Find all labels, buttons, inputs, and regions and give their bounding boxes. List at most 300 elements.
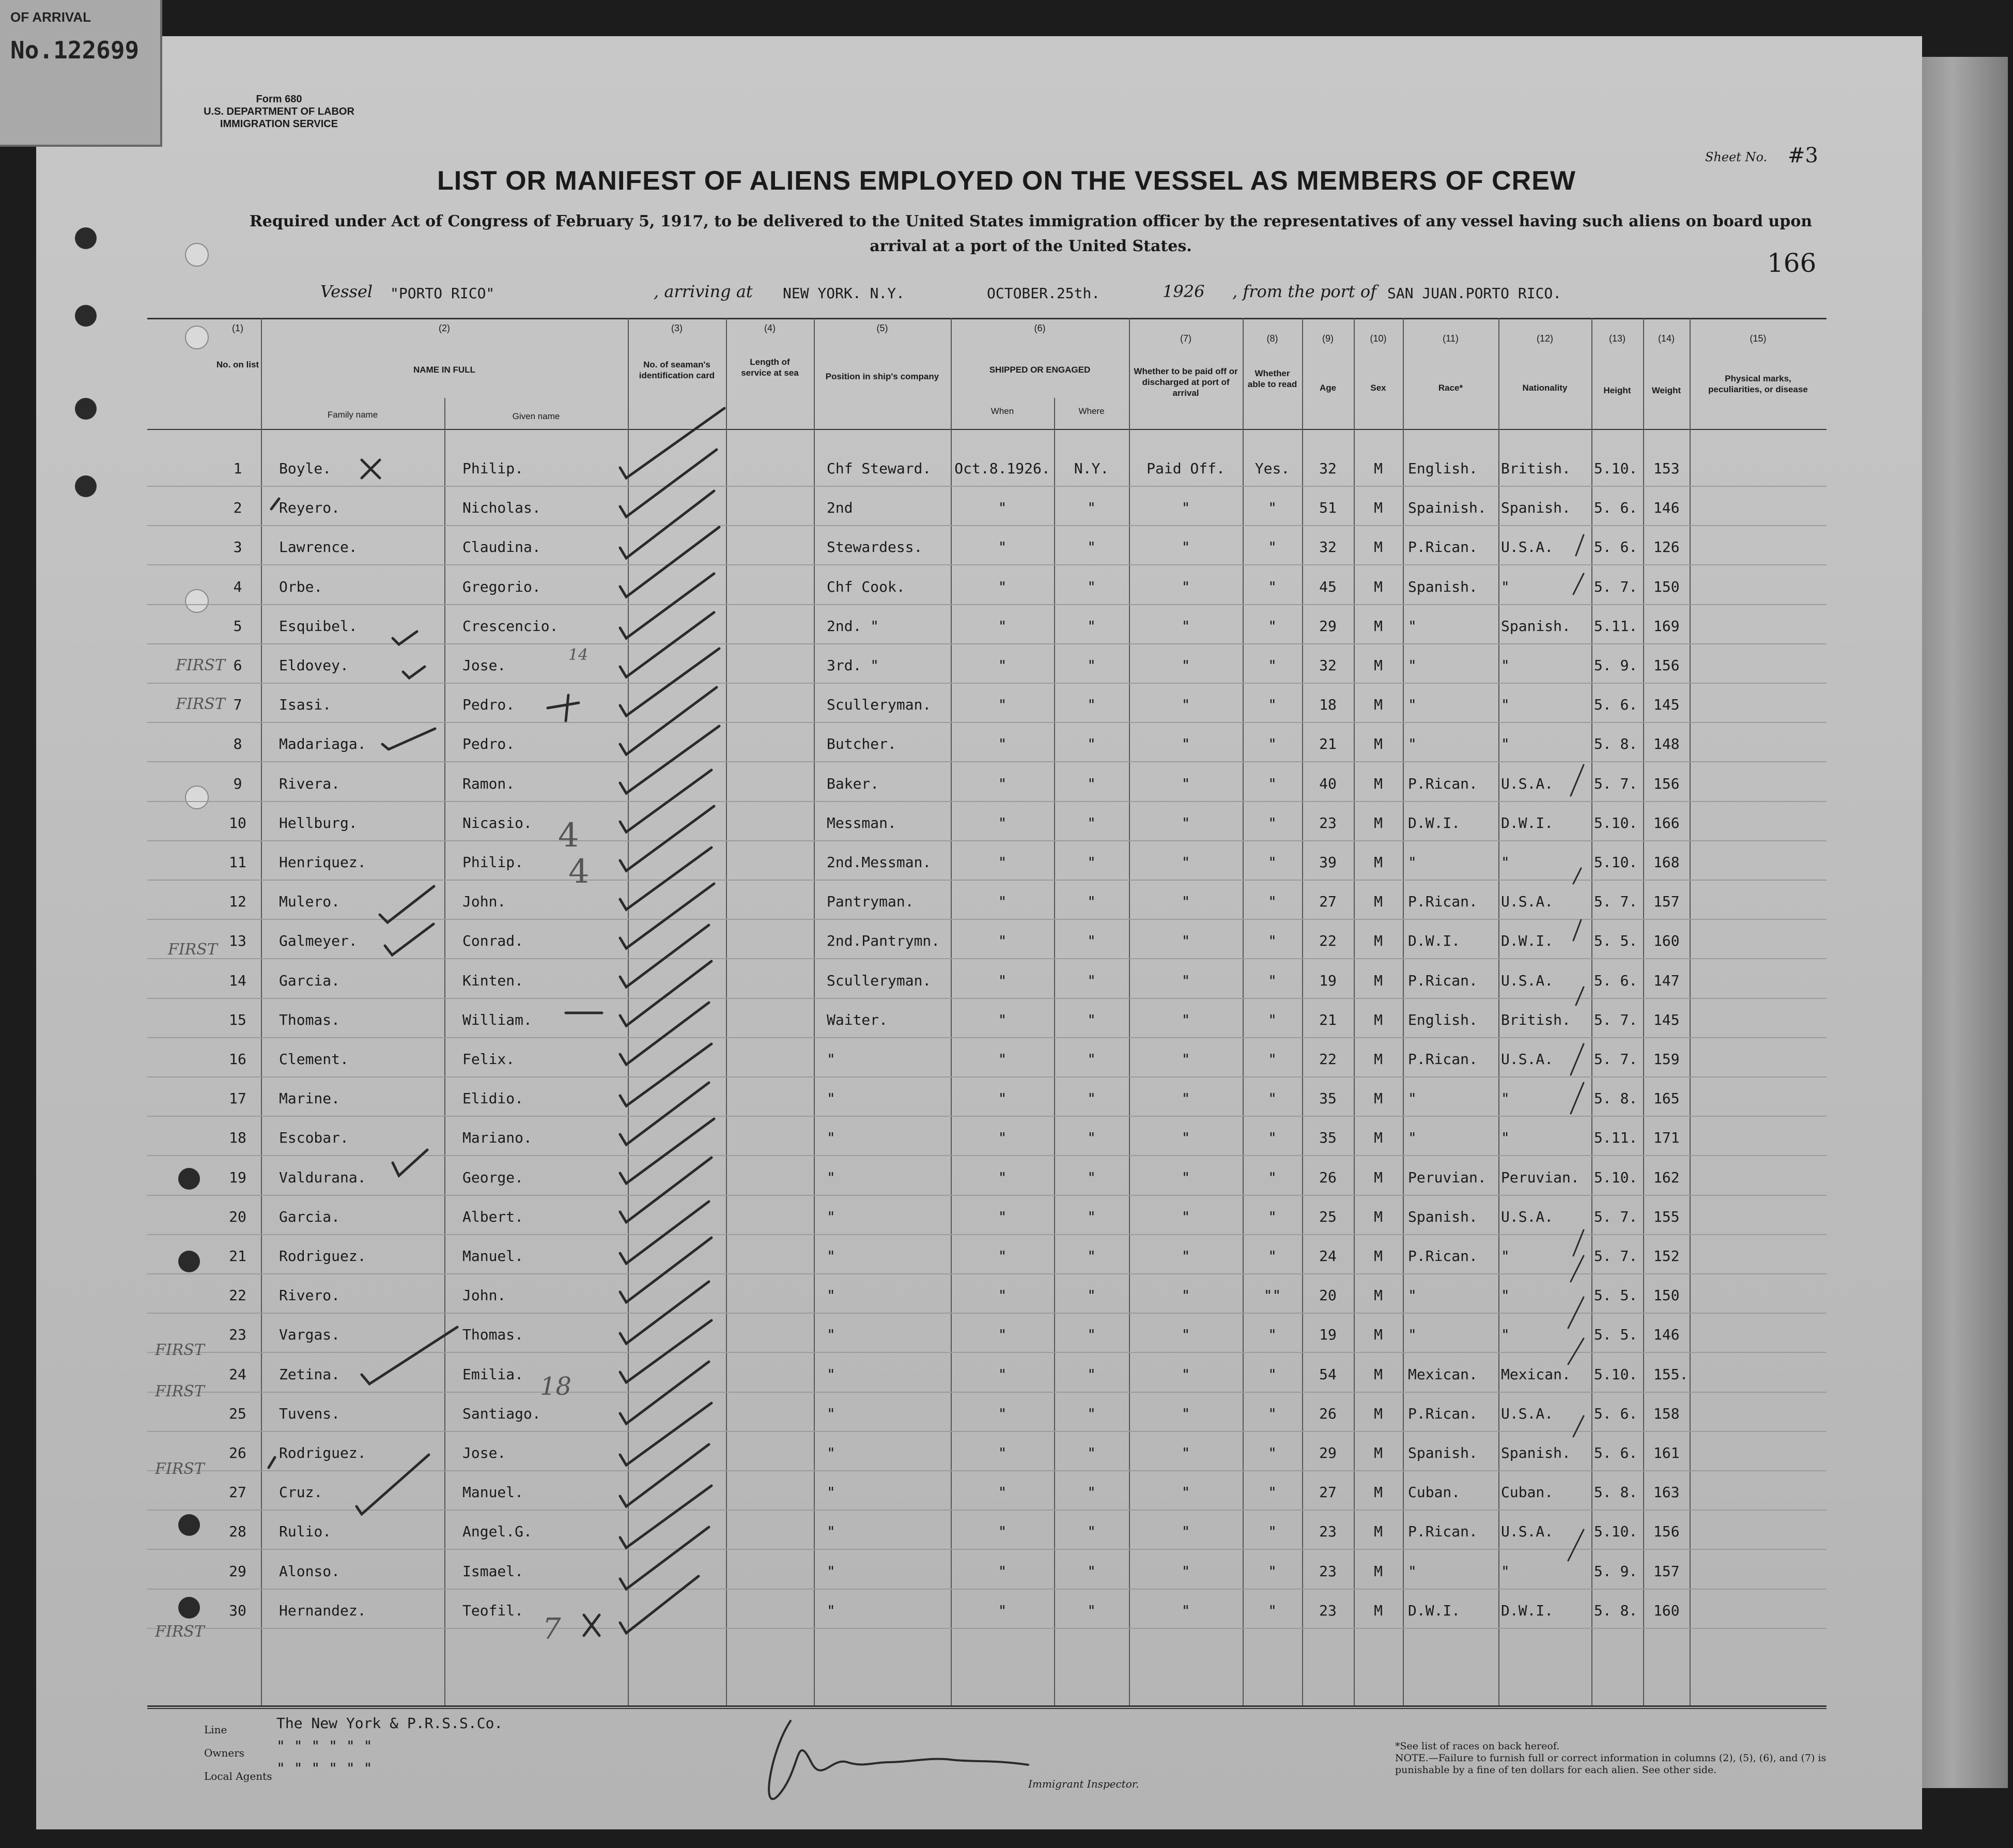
- position-cell: ": [827, 1129, 835, 1147]
- position-cell: Pantryman.: [827, 893, 914, 911]
- position-cell: Chf Steward.: [827, 460, 932, 477]
- given-name-cell: Teofil.: [462, 1601, 524, 1619]
- paid-off-cell: ": [1181, 1287, 1190, 1304]
- sex-cell: M: [1374, 578, 1383, 595]
- col-num-4: (4): [764, 323, 776, 333]
- row-number-cell: 6: [233, 657, 242, 674]
- arriving-label: , arriving at: [654, 282, 753, 301]
- paid-off-cell: Paid Off.: [1147, 460, 1225, 477]
- check-mark-icon: [620, 687, 717, 754]
- position-cell: ": [827, 1444, 835, 1461]
- check-mark-icon: [620, 1282, 709, 1344]
- stamp-number: 166: [1767, 248, 1817, 278]
- weight-cell: 171: [1653, 1129, 1680, 1147]
- nationality-cell: Cuban.: [1501, 1484, 1554, 1501]
- check-mark-icon: [620, 848, 711, 910]
- paid-off-cell: ": [1181, 1562, 1190, 1580]
- col-head-shipped: SHIPPED OR ENGAGED: [989, 365, 1091, 375]
- row-number-cell: 24: [229, 1365, 246, 1383]
- position-cell: ": [827, 1090, 835, 1107]
- position-cell: 2nd.Messman.: [827, 854, 932, 871]
- height-cell: 5.11.: [1594, 1129, 1638, 1147]
- col-num-2: (2): [439, 323, 450, 333]
- row-number-cell: 3: [233, 538, 242, 556]
- shipped-where-cell: ": [1087, 1287, 1096, 1304]
- row-number-cell: 12: [229, 893, 246, 911]
- able-to-read-cell: ": [1268, 972, 1277, 989]
- weight-cell: 159: [1653, 1051, 1680, 1068]
- footnote-penalty: NOTE.—Failure to furnish full or correct information in columns (2), (5), (6), and (7) is punishable by a fine of ten dollars for each alien. See other side.: [1395, 1752, 1826, 1776]
- sex-cell: M: [1374, 1129, 1383, 1147]
- shipped-where-cell: ": [1087, 775, 1096, 792]
- shipped-when-cell: ": [998, 972, 1007, 989]
- shipped-when-cell: ": [998, 814, 1007, 831]
- weight-cell: 161: [1653, 1444, 1680, 1461]
- corner-text-arrival: OF ARRIVAL: [10, 9, 91, 25]
- row-number-cell: 28: [229, 1523, 246, 1541]
- service-name: IMMIGRATION SERVICE: [220, 118, 338, 130]
- paid-off-cell: ": [1181, 1248, 1190, 1265]
- check-mark-icon: [620, 612, 714, 677]
- row-number-cell: 27: [229, 1484, 246, 1501]
- check-mark-icon: [620, 1119, 714, 1183]
- race-cell: English.: [1408, 460, 1478, 477]
- position-cell: Baker.: [827, 775, 879, 792]
- check-mark-icon: [620, 961, 711, 1026]
- race-cell: Mexican.: [1408, 1365, 1478, 1383]
- family-name-cell: Orbe.: [279, 578, 323, 595]
- nationality-cell: ": [1501, 1129, 1510, 1147]
- weight-cell: 148: [1653, 735, 1680, 753]
- age-cell: 29: [1319, 617, 1337, 635]
- check-mark-icon: [548, 695, 579, 721]
- able-to-read-cell: ": [1268, 1444, 1277, 1461]
- age-cell: 21: [1319, 735, 1337, 753]
- handwritten-first-note: FIRST: [155, 1623, 205, 1641]
- row-number-cell: 2: [233, 499, 242, 517]
- shipped-when-cell: Oct.8.1926.: [954, 460, 1050, 477]
- position-cell: ": [827, 1365, 835, 1383]
- sex-cell: M: [1374, 1562, 1383, 1580]
- row-number-cell: 19: [229, 1168, 246, 1186]
- race-cell: ": [1408, 657, 1417, 674]
- footnote-races: *See list of races on back hereof.: [1395, 1741, 1560, 1752]
- nationality-cell: ": [1501, 657, 1510, 674]
- weight-cell: 160: [1653, 1601, 1680, 1619]
- sex-cell: M: [1374, 1287, 1383, 1304]
- nationality-cell: D.W.I.: [1501, 814, 1554, 831]
- weight-cell: 153: [1653, 460, 1680, 477]
- col-head-age: Age: [1319, 383, 1337, 393]
- family-name-cell: Rivero.: [279, 1287, 340, 1304]
- check-mark-icon: [403, 667, 425, 678]
- check-mark-icon: [620, 450, 717, 517]
- sex-cell: M: [1374, 538, 1383, 556]
- row-number-cell: 20: [229, 1208, 246, 1225]
- col-num-1: (1): [232, 323, 243, 333]
- nationality-cell: ": [1501, 1248, 1510, 1265]
- paid-off-cell: ": [1181, 1011, 1190, 1028]
- given-name-cell: Conrad.: [462, 932, 524, 950]
- handwritten-number: 4: [558, 817, 579, 855]
- sex-cell: M: [1374, 814, 1383, 831]
- family-name-cell: Tuvens.: [279, 1405, 340, 1422]
- able-to-read-cell: ": [1268, 499, 1277, 517]
- shipped-when-cell: ": [998, 1523, 1007, 1541]
- shipped-where-cell: ": [1087, 1484, 1096, 1501]
- tick-mark-icon: [1568, 535, 1584, 1561]
- able-to-read-cell: ": [1268, 1129, 1277, 1147]
- height-cell: 5.10.: [1594, 1168, 1638, 1186]
- age-cell: 45: [1319, 578, 1337, 595]
- race-cell: ": [1408, 1562, 1417, 1580]
- height-cell: 5. 7.: [1594, 893, 1638, 911]
- able-to-read-cell: ": [1268, 1248, 1277, 1265]
- shipped-when-cell: ": [998, 1562, 1007, 1580]
- shipped-where-cell: ": [1087, 1365, 1096, 1383]
- shipped-where-cell: ": [1087, 1326, 1096, 1344]
- sheet-number-label: Sheet No.: [1705, 150, 1768, 164]
- agents-label: Local Agents: [204, 1770, 272, 1782]
- position-cell: ": [827, 1405, 835, 1422]
- check-mark-icon: [620, 574, 714, 638]
- family-name-cell: Marine.: [279, 1090, 340, 1107]
- sex-cell: M: [1374, 1326, 1383, 1344]
- shipped-when-cell: ": [998, 1326, 1007, 1344]
- nationality-cell: U.S.A.: [1501, 775, 1554, 792]
- weight-cell: 169: [1653, 617, 1680, 635]
- col-head-sex: Sex: [1370, 383, 1386, 393]
- position-cell: Stewardess.: [827, 538, 923, 556]
- race-cell: P.Rican.: [1408, 775, 1478, 792]
- col-head-race: Race*: [1438, 383, 1463, 393]
- shipped-when-cell: ": [998, 657, 1007, 674]
- given-name-cell: Nicasio.: [462, 814, 532, 831]
- arrival-year: 1926: [1163, 282, 1205, 301]
- able-to-read-cell: ": [1268, 1601, 1277, 1619]
- col-head-id-card: No. of seaman's identification card: [639, 360, 715, 380]
- row-number-cell: 5: [233, 617, 242, 635]
- family-name-cell: Valdurana.: [279, 1168, 366, 1186]
- able-to-read-cell: ": [1268, 1051, 1277, 1068]
- position-cell: Waiter.: [827, 1011, 888, 1028]
- race-cell: Peruvian.: [1408, 1168, 1486, 1186]
- position-cell: Messman.: [827, 814, 896, 831]
- footer-rule: [147, 1708, 1826, 1709]
- sex-cell: M: [1374, 1523, 1383, 1541]
- col-head-no: No. on list: [216, 360, 259, 369]
- handwritten-first-note: FIRST: [168, 941, 218, 959]
- weight-cell: 163: [1653, 1484, 1680, 1501]
- weight-cell: 162: [1653, 1168, 1680, 1186]
- able-to-read-cell: ": [1268, 1326, 1277, 1344]
- shipped-where-cell: ": [1087, 538, 1096, 556]
- col-head-marks: Physical marks, peculiarities, or disease: [1708, 374, 1808, 394]
- vessel-name: "PORTO RICO": [390, 285, 495, 302]
- cross-mark-icon: [584, 1615, 599, 1636]
- position-cell: 2nd.Pantrymn.: [827, 932, 940, 950]
- col-head-able-read: Whether able to read: [1247, 368, 1297, 389]
- given-name-cell: Ramon.: [462, 775, 515, 792]
- given-name-cell: Gregorio.: [462, 578, 541, 595]
- age-cell: 32: [1319, 538, 1337, 556]
- race-cell: ": [1408, 1129, 1417, 1147]
- height-cell: 5. 6.: [1594, 499, 1638, 517]
- position-cell: ": [827, 1051, 835, 1068]
- nationality-cell: D.W.I.: [1501, 1601, 1554, 1619]
- paid-off-cell: ": [1181, 775, 1190, 792]
- family-name-cell: Hernandez.: [279, 1601, 366, 1619]
- height-cell: 5. 6.: [1594, 1405, 1638, 1422]
- position-cell: ": [827, 1601, 835, 1619]
- given-name-cell: Thomas.: [462, 1326, 524, 1344]
- shipped-where-cell: ": [1087, 499, 1096, 517]
- family-name-cell: Zetina.: [279, 1365, 340, 1383]
- able-to-read-cell: ": [1268, 1168, 1277, 1186]
- given-name-cell: John.: [462, 893, 506, 911]
- col-head-where: Where: [1078, 406, 1105, 416]
- able-to-read-cell: ": [1268, 617, 1277, 635]
- shipped-when-cell: ": [998, 1168, 1007, 1186]
- shipped-where-cell: ": [1087, 814, 1096, 831]
- nationality-cell: D.W.I.: [1501, 932, 1554, 950]
- family-name-cell: Eldovey.: [279, 657, 349, 674]
- race-cell: ": [1408, 696, 1417, 714]
- handwritten-number: 18: [540, 1372, 572, 1401]
- weight-cell: 150: [1653, 578, 1680, 595]
- check-mark-icon: [620, 884, 714, 948]
- age-cell: 19: [1319, 1326, 1337, 1344]
- family-name-cell: Escobar.: [279, 1129, 349, 1147]
- family-name-cell: Rodriguez.: [279, 1444, 366, 1461]
- given-name-cell: Crescencio.: [462, 617, 559, 635]
- sex-cell: M: [1374, 1365, 1383, 1383]
- age-cell: 29: [1319, 1444, 1337, 1461]
- shipped-where-cell: ": [1087, 617, 1096, 635]
- family-name-cell: Isasi.: [279, 696, 332, 714]
- given-name-cell: Manuel.: [462, 1248, 524, 1265]
- race-cell: ": [1408, 1090, 1417, 1107]
- vessel-label: Vessel: [320, 282, 373, 301]
- row-number-cell: 16: [229, 1051, 246, 1068]
- shipped-where-cell: ": [1087, 1129, 1096, 1147]
- sex-cell: M: [1374, 1248, 1383, 1265]
- check-mark-icon: [271, 499, 279, 509]
- weight-cell: 156: [1653, 1523, 1680, 1541]
- shipped-when-cell: ": [998, 538, 1007, 556]
- race-cell: D.W.I.: [1408, 814, 1461, 831]
- check-mark-icon: [620, 1486, 711, 1548]
- handwritten-number: 14: [568, 646, 589, 664]
- nationality-cell: U.S.A.: [1501, 972, 1554, 989]
- given-name-cell: Jose.: [462, 657, 506, 674]
- row-number-cell: 13: [229, 932, 246, 950]
- family-name-cell: Cruz.: [279, 1484, 323, 1501]
- able-to-read-cell: ": [1268, 1405, 1277, 1422]
- col-num-12: (12): [1536, 333, 1553, 344]
- age-cell: 21: [1319, 1011, 1337, 1028]
- given-name-cell: Kinten.: [462, 972, 524, 989]
- shipped-where-cell: ": [1087, 696, 1096, 714]
- shipped-when-cell: ": [998, 1601, 1007, 1619]
- position-cell: ": [827, 1326, 835, 1344]
- race-cell: P.Rican.: [1408, 1051, 1478, 1068]
- shipped-when-cell: ": [998, 1051, 1007, 1068]
- corner-text-number: No.122699: [10, 36, 140, 64]
- given-name-cell: Mariano.: [462, 1129, 532, 1147]
- row-number-cell: 14: [229, 972, 246, 989]
- family-name-cell: Vargas.: [279, 1326, 340, 1344]
- col-head-height: Height: [1603, 386, 1631, 395]
- row-number-cell: 21: [229, 1248, 246, 1265]
- col-num-15: (15): [1749, 333, 1767, 344]
- height-cell: 5.10.: [1594, 854, 1638, 871]
- cross-mark-icon: [362, 460, 380, 478]
- col-num-6: (6): [1034, 323, 1046, 333]
- nationality-cell: British.: [1501, 1011, 1571, 1028]
- family-name-cell: Alonso.: [279, 1562, 340, 1580]
- col-head-when: When: [990, 406, 1014, 416]
- position-cell: ": [827, 1484, 835, 1501]
- shipped-where-cell: ": [1087, 1011, 1096, 1028]
- nationality-cell: ": [1501, 1562, 1510, 1580]
- age-cell: 23: [1319, 1562, 1337, 1580]
- paid-off-cell: ": [1181, 1523, 1190, 1541]
- handwritten-first-note: FIRST: [155, 1460, 205, 1478]
- row-number-cell: 30: [229, 1601, 246, 1619]
- nationality-cell: U.S.A.: [1501, 1523, 1554, 1541]
- age-cell: 20: [1319, 1287, 1337, 1304]
- age-cell: 32: [1319, 460, 1337, 477]
- row-number-cell: 23: [229, 1326, 246, 1344]
- given-name-cell: Philip.: [462, 854, 524, 871]
- family-name-cell: Rodriguez.: [279, 1248, 366, 1265]
- shipped-where-cell: ": [1087, 1444, 1096, 1461]
- age-cell: 18: [1319, 696, 1337, 714]
- age-cell: 27: [1319, 893, 1337, 911]
- weight-cell: 168: [1653, 854, 1680, 871]
- col-num-8: (8): [1266, 333, 1278, 344]
- age-cell: 25: [1319, 1208, 1337, 1225]
- height-cell: 5. 8.: [1594, 1601, 1638, 1619]
- height-cell: 5. 9.: [1594, 657, 1638, 674]
- weight-cell: 147: [1653, 972, 1680, 989]
- race-cell: P.Rican.: [1408, 1405, 1478, 1422]
- check-mark-icon: [620, 1238, 711, 1302]
- col-num-9: (9): [1322, 333, 1334, 344]
- check-mark-icon: [620, 491, 714, 558]
- height-cell: 5. 6.: [1594, 538, 1638, 556]
- col-num-7: (7): [1180, 333, 1191, 344]
- check-mark-icon: [620, 408, 724, 478]
- position-cell: 2nd. ": [827, 617, 879, 635]
- paid-off-cell: ": [1181, 696, 1190, 714]
- position-cell: ": [827, 1168, 835, 1186]
- given-name-cell: Ismael.: [462, 1562, 524, 1580]
- age-cell: 35: [1319, 1129, 1337, 1147]
- sex-cell: M: [1374, 1168, 1383, 1186]
- shipped-where-cell: ": [1087, 1168, 1096, 1186]
- weight-cell: 146: [1653, 1326, 1680, 1344]
- weight-cell: 145: [1653, 696, 1680, 714]
- shipped-when-cell: ": [998, 696, 1007, 714]
- handwritten-number: 7: [543, 1612, 561, 1646]
- paid-off-cell: ": [1181, 1601, 1190, 1619]
- line-value: The New York & P.R.S.S.Co.: [276, 1715, 503, 1732]
- able-to-read-cell: ": [1268, 932, 1277, 950]
- shipped-where-cell: ": [1087, 972, 1096, 989]
- sex-cell: M: [1374, 893, 1383, 911]
- sex-cell: M: [1374, 1011, 1383, 1028]
- shipped-where-cell: ": [1087, 1208, 1096, 1225]
- col-num-10: (10): [1370, 333, 1387, 344]
- nationality-cell: ": [1501, 735, 1510, 753]
- able-to-read-cell: ": [1268, 1208, 1277, 1225]
- nationality-cell: U.S.A.: [1501, 538, 1554, 556]
- shipped-where-cell: ": [1087, 578, 1096, 595]
- row-number-cell: 25: [229, 1405, 246, 1422]
- shipped-where-cell: ": [1087, 1601, 1096, 1619]
- given-name-cell: Angel.G.: [462, 1523, 532, 1541]
- age-cell: 35: [1319, 1090, 1337, 1107]
- race-cell: ": [1408, 1326, 1417, 1344]
- shipped-when-cell: ": [998, 1444, 1007, 1461]
- paid-off-cell: ": [1181, 972, 1190, 989]
- weight-cell: 156: [1653, 657, 1680, 674]
- family-name-cell: Clement.: [279, 1051, 349, 1068]
- page-title: LIST OR MANIFEST OF ALIENS EMPLOYED ON THE VESSEL AS MEMBERS OF CREW: [437, 166, 1576, 196]
- height-cell: 5. 5.: [1594, 1287, 1638, 1304]
- height-cell: 5. 7.: [1594, 1011, 1638, 1028]
- row-number-cell: 1: [233, 460, 242, 477]
- age-cell: 51: [1319, 499, 1337, 517]
- page-subtitle: Required under Act of Congress of February 5, 1917, to be delivered to the United States immigration officer by the representatives of any vessel having such aliens on board upon arrival at a port of the United States.: [249, 212, 1813, 255]
- able-to-read-cell: ": [1268, 1090, 1277, 1107]
- position-cell: Butcher.: [827, 735, 896, 753]
- weight-cell: 152: [1653, 1248, 1680, 1265]
- shipped-when-cell: ": [998, 1484, 1007, 1501]
- family-name-cell: Garcia.: [279, 972, 340, 989]
- check-mark-icon: [620, 1320, 711, 1382]
- height-cell: 5. 7.: [1594, 578, 1638, 595]
- shipped-when-cell: ": [998, 1208, 1007, 1225]
- height-cell: 5. 8.: [1594, 735, 1638, 753]
- given-name-cell: Felix.: [462, 1051, 515, 1068]
- weight-cell: 145: [1653, 1011, 1680, 1028]
- row-number-cell: 22: [229, 1287, 246, 1304]
- shipped-when-cell: ": [998, 578, 1007, 595]
- sex-cell: M: [1374, 499, 1383, 517]
- department-name: U.S. DEPARTMENT OF LABOR: [204, 106, 354, 117]
- age-cell: 39: [1319, 854, 1337, 871]
- race-cell: P.Rican.: [1408, 1248, 1478, 1265]
- paid-off-cell: ": [1181, 1208, 1190, 1225]
- able-to-read-cell: ": [1268, 854, 1277, 871]
- from-label: , from the port of: [1232, 282, 1377, 301]
- paid-off-cell: ": [1181, 1326, 1190, 1344]
- race-cell: ": [1408, 617, 1417, 635]
- nationality-cell: U.S.A.: [1501, 1208, 1554, 1225]
- check-mark-icon: [620, 527, 719, 597]
- sex-cell: M: [1374, 854, 1383, 871]
- height-cell: 5. 7.: [1594, 1248, 1638, 1265]
- able-to-read-cell: ": [1268, 893, 1277, 911]
- shipped-where-cell: ": [1087, 1405, 1096, 1422]
- handwritten-first-note: FIRST: [155, 1382, 205, 1400]
- height-cell: 5.10.: [1594, 1523, 1638, 1541]
- paid-off-cell: ": [1181, 735, 1190, 753]
- age-cell: 22: [1319, 932, 1337, 950]
